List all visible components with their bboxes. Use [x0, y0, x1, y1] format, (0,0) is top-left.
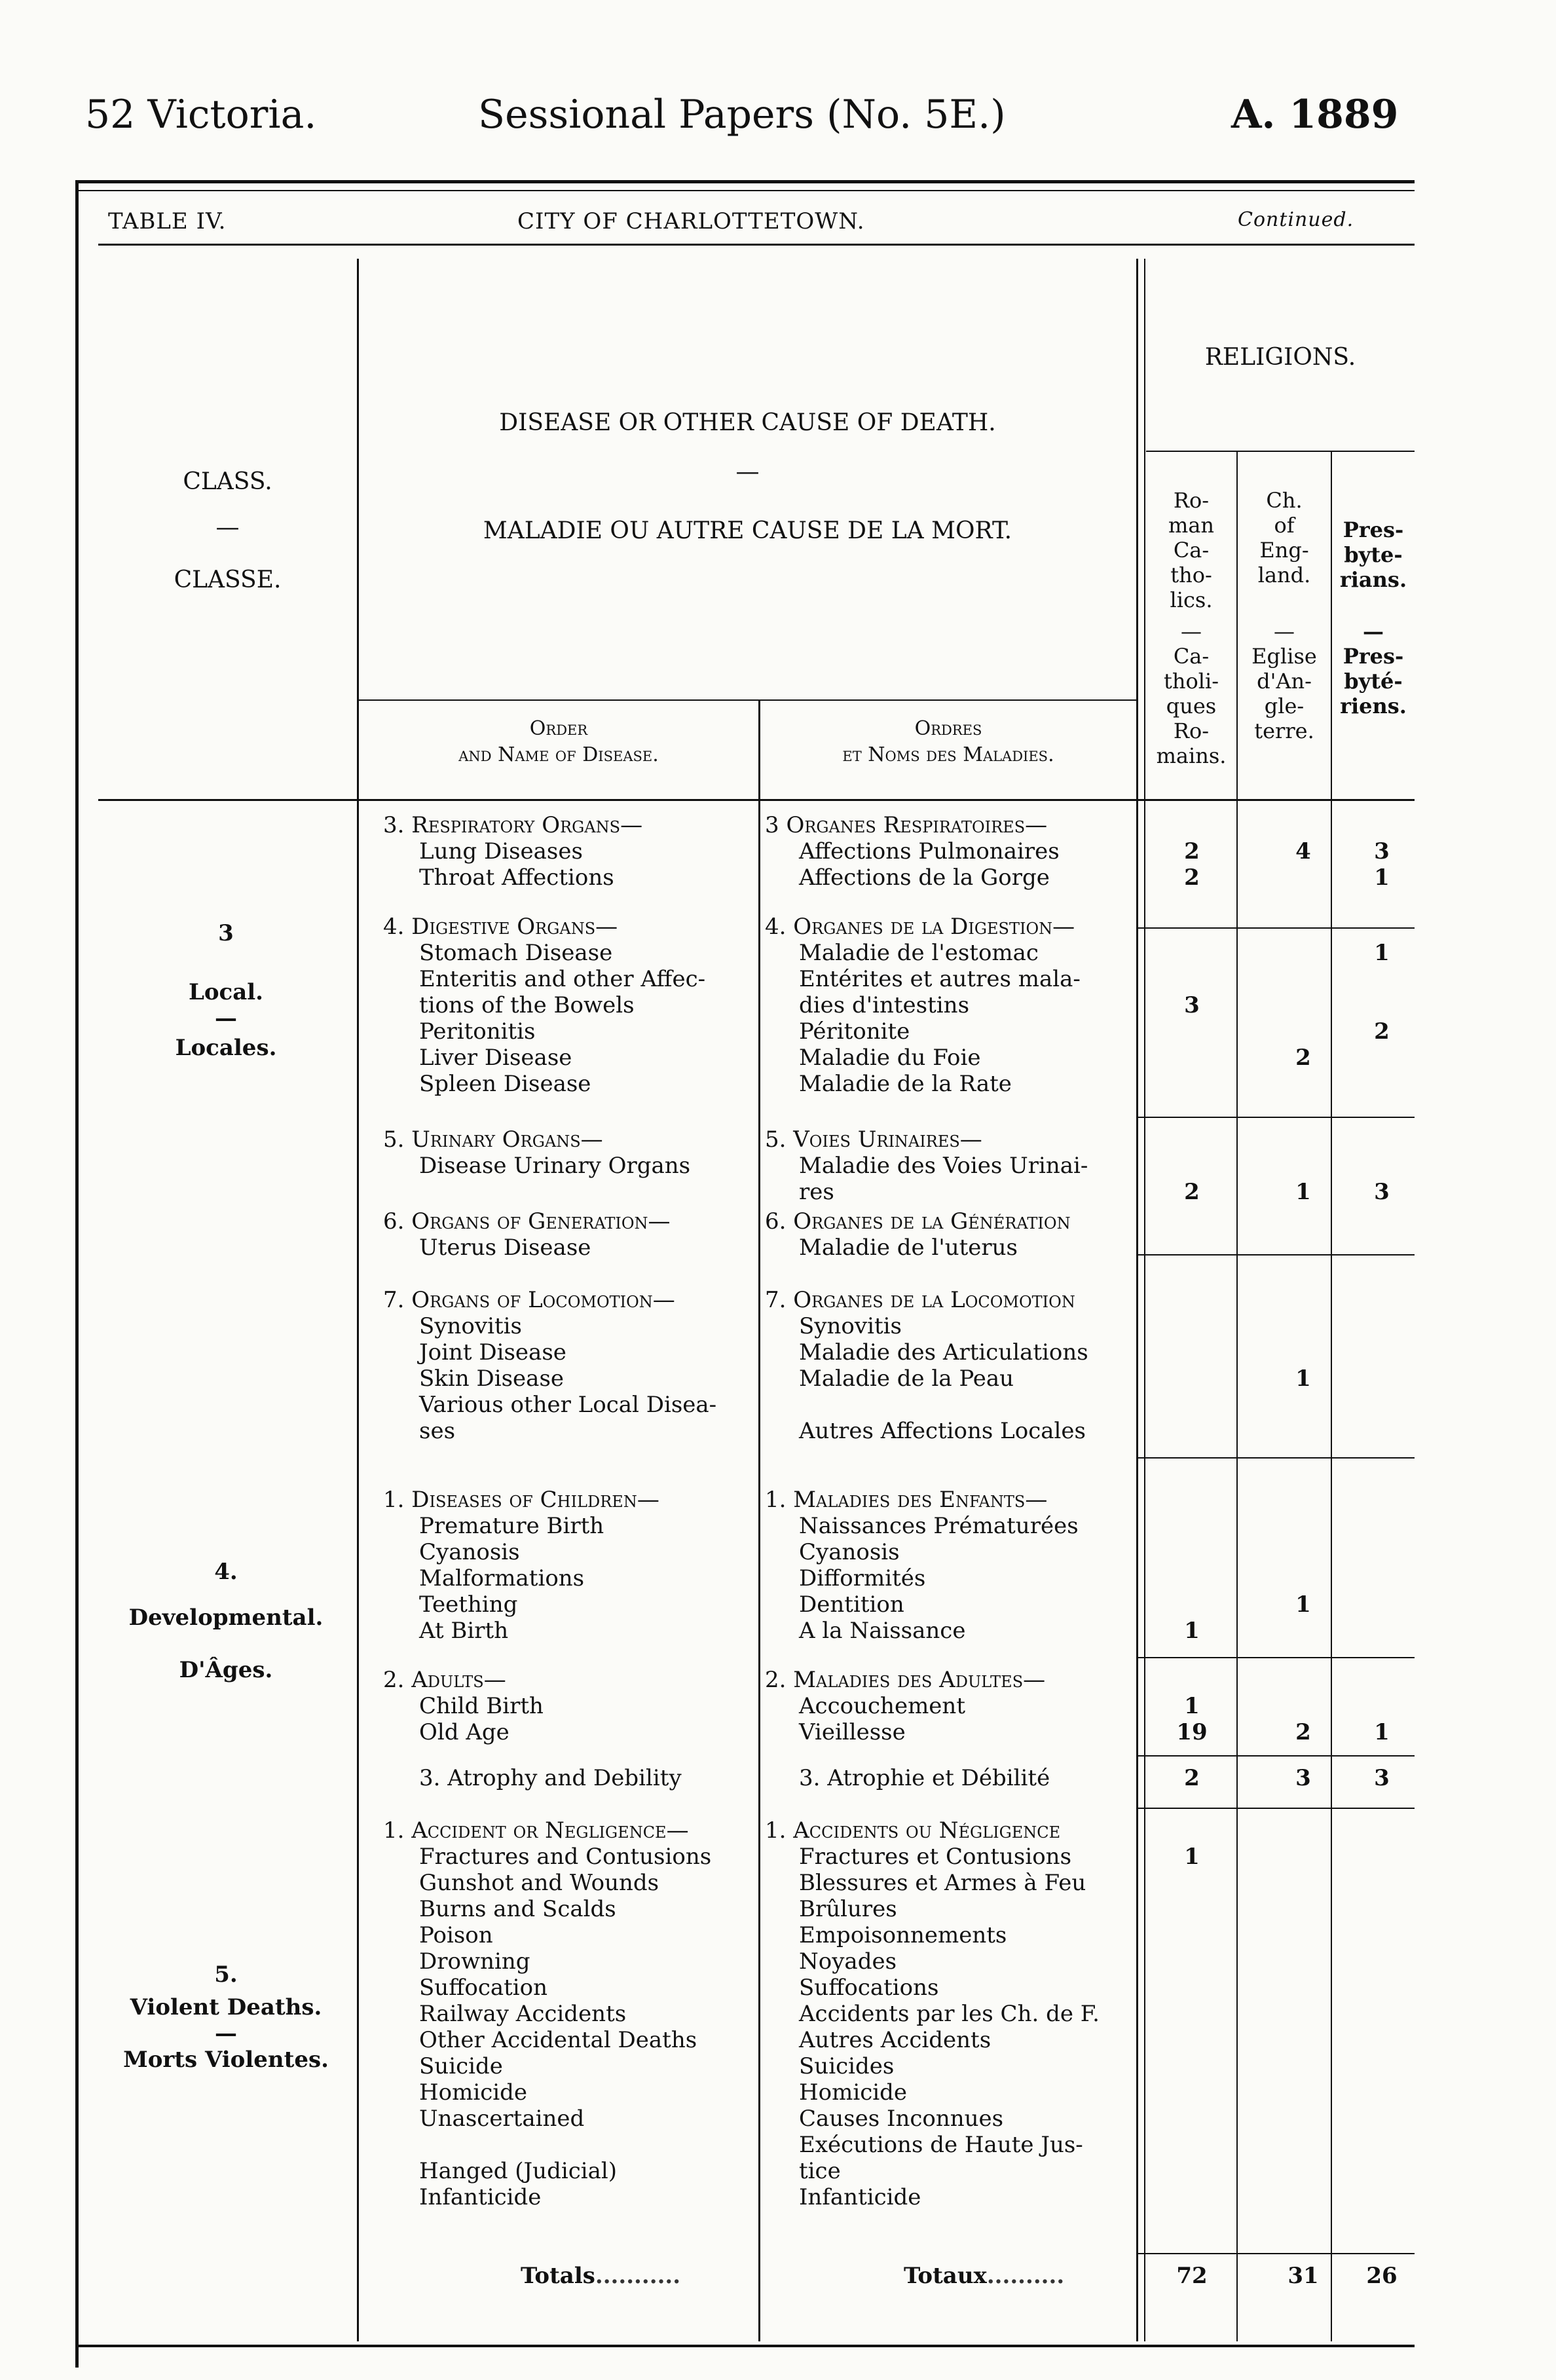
row-11-disease-fr: Maladie des Voies Urinai-: [799, 1153, 1088, 1179]
row-13-disease-en: 6. Organs of Generation—: [383, 1208, 671, 1235]
class-3-num: 3: [218, 920, 234, 946]
rule-after-atrophy: [1138, 1808, 1415, 1809]
table-city: CITY OF CHARLOTTETOWN.: [517, 208, 865, 234]
row-29-presbyterians: 1: [1374, 1719, 1390, 1745]
table-continued: Continued.: [1238, 208, 1354, 231]
row-15-disease-en: 7. Organs of Locomotion—: [383, 1287, 675, 1313]
row-34-disease-fr: Brûlures: [799, 1896, 897, 1922]
row-45-disease-en: Infanticide: [419, 2184, 542, 2210]
totals-ce: 31: [1287, 2263, 1319, 2289]
row-24-disease-fr: Difformités: [799, 1565, 926, 1591]
row-38-disease-en: Railway Accidents: [419, 2001, 627, 2027]
row-26-roman-catholics: 1: [1184, 1618, 1200, 1644]
class-5-num: 5.: [214, 1962, 238, 1988]
totals-rc: 72: [1176, 2263, 1208, 2289]
row-12-church-of-england: 1: [1295, 1179, 1311, 1205]
running-header-left: 52 Victoria.: [85, 92, 317, 138]
rule-after-children: [1138, 1657, 1415, 1658]
class-5-sep: —: [215, 2020, 237, 2047]
row-2-presbyterians: 1: [1374, 865, 1390, 891]
row-9-disease-fr: Maladie de la Rate: [799, 1071, 1012, 1097]
row-11-disease-en: Disease Urinary Organs: [419, 1153, 691, 1179]
row-26-disease-en: At Birth: [419, 1618, 509, 1644]
rule-before-totals: [1138, 2253, 1415, 2254]
row-29-disease-en: Old Age: [419, 1719, 509, 1745]
row-26-disease-fr: A la Naissance: [799, 1618, 966, 1644]
order-en-2: and Name of Disease.: [458, 743, 659, 766]
row-36-disease-en: Drowning: [419, 1948, 530, 1975]
rule-after-locomotion: [1138, 1457, 1415, 1459]
row-20-disease-en: ses: [419, 1418, 456, 1444]
row-0-disease-en: 3. Respiratory Organs—: [383, 812, 643, 838]
running-header-right: A. 1889: [1231, 92, 1399, 138]
row-27-disease-en: 2. Adults—: [383, 1667, 506, 1693]
row-32-roman-catholics: 1: [1184, 1844, 1200, 1870]
row-28-roman-catholics: 1: [1184, 1693, 1200, 1719]
row-36-disease-fr: Noyades: [799, 1948, 897, 1975]
row-30-presbyterians: 3: [1374, 1765, 1390, 1791]
class-5-en: Violent Deaths.: [130, 1994, 322, 2020]
row-22-disease-en: Premature Birth: [419, 1513, 604, 1539]
row-28-disease-en: Child Birth: [419, 1693, 544, 1719]
rc-heading-en: Ro- man Ca- tho- lics.: [1168, 488, 1215, 612]
class-heading-fr: CLASSE.: [174, 567, 282, 593]
class-4-fr: D'Âges.: [179, 1657, 273, 1683]
totals-en: Totals...........: [521, 2263, 681, 2289]
row-17-disease-fr: Maladie des Articulations: [799, 1339, 1088, 1366]
row-30-disease-fr: 3. Atrophie et Débilité: [799, 1765, 1050, 1791]
row-15-disease-fr: 7. Organes de la Locomotion: [765, 1287, 1075, 1313]
row-30-roman-catholics: 2: [1184, 1765, 1200, 1791]
row-20-disease-fr: Autres Affections Locales: [799, 1418, 1086, 1444]
class-heading-sep: —: [215, 514, 240, 541]
row-3-disease-fr: 4. Organes de la Digestion—: [765, 914, 1075, 940]
row-1-church-of-england: 4: [1295, 838, 1311, 865]
order-fr-1: Ordres: [914, 717, 982, 740]
row-19-disease-en: Various other Local Disea-: [419, 1392, 717, 1418]
row-23-disease-fr: Cyanosis: [799, 1539, 900, 1565]
row-7-presbyterians: 2: [1374, 1018, 1390, 1045]
row-40-disease-en: Suicide: [419, 2053, 503, 2079]
row-13-disease-fr: 6. Organes de la Génération: [765, 1208, 1071, 1235]
col-rule-3b: [1144, 259, 1145, 2341]
row-10-disease-fr: 5. Voies Urinaires—: [765, 1126, 982, 1153]
row-31-disease-fr: 1. Accidents ou Négligence: [765, 1817, 1061, 1844]
row-14-disease-en: Uterus Disease: [419, 1235, 591, 1261]
row-32-disease-fr: Fractures et Contusions: [799, 1844, 1072, 1870]
row-18-disease-en: Skin Disease: [419, 1366, 565, 1392]
row-18-disease-fr: Maladie de la Peau: [799, 1366, 1014, 1392]
row-7-disease-fr: Péritonite: [799, 1018, 910, 1045]
subheader-rule: [98, 244, 1415, 246]
row-1-disease-fr: Affections Pulmonaires: [799, 838, 1060, 865]
row-31-disease-en: 1. Accident or Negligence—: [383, 1817, 689, 1844]
rule-after-adults: [1138, 1755, 1415, 1757]
order-fr-2: et Noms des Maladies.: [842, 743, 1054, 766]
ce-heading-fr: — Eglise d'An- gle- terre.: [1251, 619, 1317, 743]
row-1-roman-catholics: 2: [1184, 838, 1200, 865]
row-2-disease-en: Throat Affections: [419, 865, 614, 891]
row-5-disease-en: Enteritis and other Affec-: [419, 966, 706, 992]
row-2-disease-fr: Affections de la Gorge: [799, 865, 1050, 891]
order-en-1: Order: [529, 717, 588, 740]
row-41-disease-fr: Homicide: [799, 2079, 908, 2106]
row-7-disease-en: Peritonitis: [419, 1018, 536, 1045]
row-42-disease-en: Unascertained: [419, 2106, 585, 2132]
row-27-disease-fr: 2. Maladies des Adultes—: [765, 1667, 1046, 1693]
pr-heading-en: Pres- byte- rians.: [1339, 517, 1407, 592]
row-37-disease-fr: Suffocations: [799, 1975, 939, 2001]
header-bottom-rule: [98, 799, 1415, 801]
row-39-disease-fr: Autres Accidents: [799, 2027, 991, 2053]
row-8-disease-fr: Maladie du Foie: [799, 1045, 981, 1071]
row-9-disease-en: Spleen Disease: [419, 1071, 591, 1097]
row-0-disease-fr: 3 Organes Respiratoires—: [765, 812, 1048, 838]
row-6-disease-en: tions of the Bowels: [419, 992, 635, 1018]
row-25-disease-en: Teething: [419, 1591, 518, 1618]
religions-rule: [1146, 451, 1415, 452]
row-35-disease-en: Poison: [419, 1922, 493, 1948]
row-29-church-of-england: 2: [1295, 1719, 1311, 1745]
row-37-disease-en: Suffocation: [419, 1975, 548, 2001]
row-8-disease-en: Liver Disease: [419, 1045, 572, 1071]
class-3-sep: —: [215, 1005, 237, 1032]
table-label: TABLE IV.: [108, 208, 227, 234]
row-34-disease-en: Burns and Scalds: [419, 1896, 616, 1922]
row-18-church-of-england: 1: [1295, 1366, 1311, 1392]
row-30-church-of-england: 3: [1295, 1765, 1311, 1791]
row-16-disease-en: Synovitis: [419, 1313, 522, 1339]
row-44-disease-fr: tice: [799, 2158, 841, 2184]
row-41-disease-en: Homicide: [419, 2079, 528, 2106]
row-21-disease-en: 1. Diseases of Children—: [383, 1487, 659, 1513]
row-29-roman-catholics: 19: [1176, 1719, 1208, 1745]
row-43-disease-fr: Exécutions de Haute Jus-: [799, 2132, 1083, 2158]
top-rule-thin: [79, 190, 1415, 191]
row-23-disease-en: Cyanosis: [419, 1539, 520, 1565]
rule-after-respiratory: [1138, 927, 1415, 929]
rule-after-urinary: [1138, 1254, 1415, 1255]
row-12-roman-catholics: 2: [1184, 1179, 1200, 1205]
ce-heading-en: Ch. of Eng- land.: [1257, 488, 1311, 587]
class-heading-en: CLASS.: [183, 468, 272, 495]
row-42-disease-fr: Causes Inconnues: [799, 2106, 1004, 2132]
row-2-roman-catholics: 2: [1184, 865, 1200, 891]
row-3-disease-en: 4. Digestive Organs—: [383, 914, 618, 940]
disease-heading-fr: MALADIE OU AUTRE CAUSE DE LA MORT.: [483, 517, 1012, 544]
row-38-disease-fr: Accidents par les Ch. de F.: [799, 2001, 1100, 2027]
class-5-fr: Morts Violentes.: [123, 2047, 329, 2073]
class-3-fr: Locales.: [175, 1035, 277, 1061]
row-17-disease-en: Joint Disease: [419, 1339, 566, 1366]
class-4-num: 4.: [214, 1559, 238, 1585]
row-25-disease-fr: Dentition: [799, 1591, 904, 1618]
row-1-presbyterians: 3: [1374, 838, 1390, 865]
row-4-disease-fr: Maladie de l'estomac: [799, 940, 1039, 966]
col-rule-5: [1331, 452, 1332, 2341]
rc-heading-fr: — Ca- tholi- ques Ro- mains.: [1156, 619, 1227, 768]
row-45-disease-fr: Infanticide: [799, 2184, 921, 2210]
row-1-disease-en: Lung Diseases: [419, 838, 583, 865]
row-28-disease-fr: Accouchement: [799, 1693, 965, 1719]
totals-pr: 26: [1366, 2263, 1398, 2289]
bottom-rule: [79, 2345, 1415, 2347]
row-6-disease-fr: dies d'intestins: [799, 992, 970, 1018]
row-4-presbyterians: 1: [1374, 940, 1390, 966]
row-12-disease-fr: res: [799, 1179, 834, 1205]
totals-fr: Totaux..........: [904, 2263, 1065, 2289]
disease-heading-en: DISEASE OR OTHER CAUSE OF DEATH.: [499, 409, 996, 436]
col-rule-2: [758, 701, 760, 2341]
row-40-disease-fr: Suicides: [799, 2053, 895, 2079]
row-24-disease-en: Malformations: [419, 1565, 585, 1591]
pr-heading-fr: — Pres- byté- riens.: [1340, 619, 1407, 718]
row-12-presbyterians: 3: [1374, 1179, 1390, 1205]
disease-heading-sep: —: [735, 458, 760, 485]
row-10-disease-en: 5. Urinary Organs—: [383, 1126, 603, 1153]
row-21-disease-fr: 1. Maladies des Enfants—: [765, 1487, 1048, 1513]
row-29-disease-fr: Vieillesse: [799, 1719, 906, 1745]
row-39-disease-en: Other Accidental Deaths: [419, 2027, 697, 2053]
rule-after-digestive: [1138, 1117, 1415, 1118]
row-4-disease-en: Stomach Disease: [419, 940, 613, 966]
order-rule: [357, 699, 1138, 701]
class-3-en: Local.: [188, 979, 264, 1005]
row-25-church-of-england: 1: [1295, 1591, 1311, 1618]
row-16-disease-fr: Synovitis: [799, 1313, 902, 1339]
row-8-church-of-england: 2: [1295, 1045, 1311, 1071]
row-44-disease-en: Hanged (Judicial): [419, 2158, 618, 2184]
religions-heading: RELIGIONS.: [1204, 344, 1356, 371]
top-rule: [79, 180, 1415, 183]
class-4-en: Developmental.: [128, 1605, 324, 1631]
col-rule-3: [1136, 259, 1138, 2341]
row-35-disease-fr: Empoisonnements: [799, 1922, 1007, 1948]
row-5-disease-fr: Entérites et autres mala-: [799, 966, 1081, 992]
row-30-disease-en: 3. Atrophy and Debility: [419, 1765, 682, 1791]
row-6-roman-catholics: 3: [1184, 992, 1200, 1018]
row-22-disease-fr: Naissances Prématurées: [799, 1513, 1079, 1539]
row-33-disease-en: Gunshot and Wounds: [419, 1870, 659, 1896]
running-header-center: Sessional Papers (No. 5E.): [478, 92, 1006, 138]
row-33-disease-fr: Blessures et Armes à Feu: [799, 1870, 1086, 1896]
row-32-disease-en: Fractures and Contusions: [419, 1844, 712, 1870]
row-14-disease-fr: Maladie de l'uterus: [799, 1235, 1018, 1261]
